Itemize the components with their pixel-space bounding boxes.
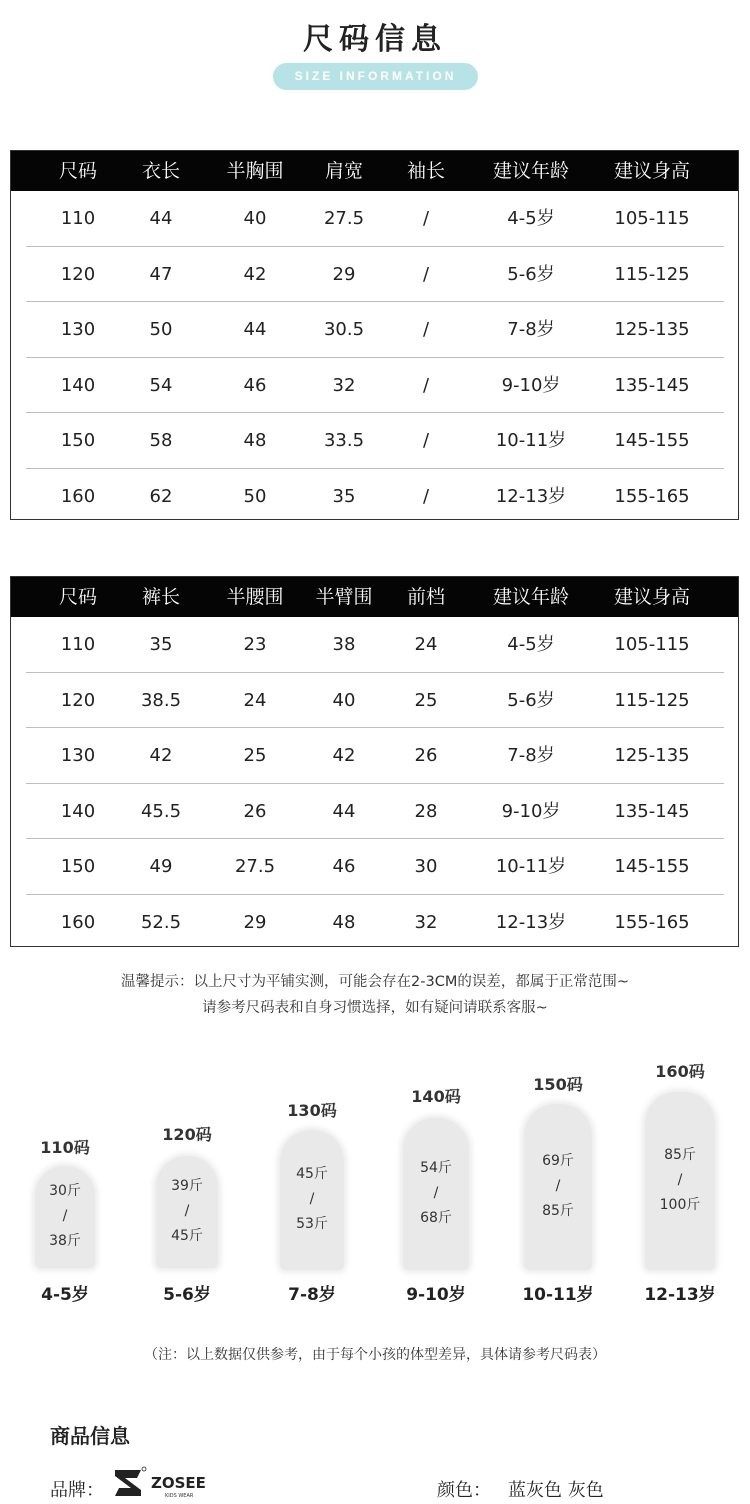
figure-age-label: 4-5岁 xyxy=(41,1285,89,1305)
top-table-cell: 125-135 xyxy=(614,319,690,341)
figure-weight-weight-min: 69斤 xyxy=(542,1153,574,1169)
bottom-table-row xyxy=(11,728,738,784)
figure-age-label: 7-8岁 xyxy=(288,1285,336,1305)
top-table-cell: 7-8岁 xyxy=(507,319,555,341)
bottom-table-cell: 42 xyxy=(149,745,173,767)
top-table-cell: 10-11岁 xyxy=(495,430,567,452)
top-table-cell: 32 xyxy=(332,374,356,396)
product-info-title: 商品信息 xyxy=(50,1424,130,1448)
bottom-table-header-row xyxy=(11,577,738,617)
bottom-table-cell: 145-155 xyxy=(614,856,690,878)
top-table-cell: 62 xyxy=(149,485,173,507)
bottom-table-header-cell: 半臂围 xyxy=(315,586,373,608)
figure-weight-sep: / xyxy=(555,1178,561,1194)
bottom-table-cell: 4-5岁 xyxy=(507,634,555,655)
figure-weight-weight-max: 68斤 xyxy=(420,1210,452,1226)
disclaimer-note: （注：以上数据仅供参考，由于每个小孩的体型差异，具体请参考尺码表） xyxy=(144,1347,606,1363)
bottom-table-cell: 115-125 xyxy=(614,689,690,711)
tip-line-2: 请参考尺码表和自身习惯选择，如有疑问请联系客服~ xyxy=(202,1000,548,1016)
top-table-cell: 46 xyxy=(243,374,267,396)
bottom-table-cell: 30 xyxy=(414,856,438,878)
top-table-cell: 35 xyxy=(332,485,356,507)
bottom-table-cell: 25 xyxy=(414,689,438,711)
figure-weight-weight-min: 85斤 xyxy=(664,1147,696,1163)
top-table-cell: / xyxy=(422,208,430,229)
top-table-cell: 58 xyxy=(149,430,173,452)
color-label: 颜色： xyxy=(437,1480,491,1501)
bottom-table-cell: 150 xyxy=(60,856,96,878)
top-table-cell: / xyxy=(422,374,430,396)
brand-logo xyxy=(111,1466,211,1500)
top-table-cell: 44 xyxy=(243,319,267,341)
bottom-table-cell: 44 xyxy=(332,800,356,822)
brand-name: ZOSEE xyxy=(151,1474,206,1492)
bottom-table-cell: 160 xyxy=(60,911,96,933)
brand-label: 品牌： xyxy=(50,1480,104,1501)
bottom-table-cell: 25 xyxy=(243,745,267,767)
bottom-table-cell: 24 xyxy=(243,689,267,711)
top-table-cell: 160 xyxy=(60,485,96,507)
bottom-table-row xyxy=(11,617,738,673)
subtitle-badge: SIZE INFORMATION xyxy=(273,63,478,90)
bottom-table-header-cell: 建议年龄 xyxy=(492,586,569,608)
top-table-cell: 9-10岁 xyxy=(501,374,561,396)
top-table-cell: / xyxy=(422,430,430,452)
top-table-cell: 12-13岁 xyxy=(495,485,567,507)
top-table-cell: 115-125 xyxy=(614,263,690,285)
figure-weight-sep: / xyxy=(309,1191,315,1207)
bottom-table-cell: 49 xyxy=(149,856,173,878)
bottom-table-cell: 38.5 xyxy=(140,689,182,711)
bottom-table-cell: 52.5 xyxy=(140,911,182,933)
figure-size-label: 150码 xyxy=(533,1075,583,1094)
color-value: 蓝灰色 灰色 xyxy=(508,1480,604,1501)
figure-size-label: 140码 xyxy=(411,1087,461,1106)
figure-weight-weight-max: 45斤 xyxy=(171,1228,203,1244)
figure-age-label: 5-6岁 xyxy=(163,1285,211,1305)
bottom-table-header-cell: 裤长 xyxy=(141,586,180,608)
bottom-table-row xyxy=(11,895,738,951)
bottom-table-cell: 28 xyxy=(414,800,438,822)
bottom-table-header-cell: 前档 xyxy=(406,586,445,608)
figure-age-label: 12-13岁 xyxy=(644,1285,716,1305)
top-table-cell: 155-165 xyxy=(614,485,690,507)
top-table-cell: 105-115 xyxy=(614,208,690,229)
figure-weight-sep: / xyxy=(677,1172,683,1188)
top-table-cell: 140 xyxy=(60,374,96,396)
bottom-table-cell: 140 xyxy=(60,800,96,822)
top-table-cell: 5-6岁 xyxy=(507,263,555,285)
zosee-logo-icon xyxy=(111,1466,211,1500)
top-table-header-row xyxy=(11,151,738,191)
top-table-cell: / xyxy=(422,319,430,341)
top-table-header-cell: 半胸围 xyxy=(226,160,284,182)
top-table-row xyxy=(11,469,738,525)
bottom-table-cell: 27.5 xyxy=(234,856,276,878)
top-table-cell: 27.5 xyxy=(323,208,365,229)
figure-weight-weight-max: 38斤 xyxy=(49,1233,81,1249)
top-table-cell: 33.5 xyxy=(323,430,365,452)
figure-weight-sep: / xyxy=(433,1185,439,1201)
bottom-table-cell: 110 xyxy=(60,634,96,655)
top-table-cell: / xyxy=(422,263,430,285)
bottom-table-cell: 12-13岁 xyxy=(495,911,567,933)
bottom-table-cell: 7-8岁 xyxy=(507,745,555,767)
bottom-table-cell: 38 xyxy=(332,634,356,655)
top-table-header-cell: 肩宽 xyxy=(324,160,363,182)
bottom-table-cell: 26 xyxy=(243,800,267,822)
top-table-cell: / xyxy=(422,485,430,507)
top-table-header-cell: 尺码 xyxy=(58,160,97,182)
bottom-table-cell: 29 xyxy=(243,911,267,933)
bottom-table-cell: 105-115 xyxy=(614,634,690,655)
top-table-cell: 50 xyxy=(243,485,267,507)
bottom-table-header-cell: 半腰围 xyxy=(226,586,284,608)
bottom-table-cell: 26 xyxy=(414,745,438,767)
bottom-table-cell: 46 xyxy=(332,856,356,878)
top-table-cell: 145-155 xyxy=(614,430,690,452)
top-table-row xyxy=(11,302,738,358)
top-table-cell: 120 xyxy=(60,263,96,285)
top-table-cell: 50 xyxy=(149,319,173,341)
top-size-table xyxy=(10,150,739,520)
top-table-header-cell: 建议身高 xyxy=(613,160,690,182)
bottom-table-cell: 45.5 xyxy=(140,800,182,822)
top-table-cell: 29 xyxy=(332,263,356,285)
figure-size-label: 160码 xyxy=(655,1062,705,1081)
top-table-cell: 54 xyxy=(149,374,173,396)
top-table-cell: 44 xyxy=(149,208,173,229)
figure-weight-weight-max: 85斤 xyxy=(542,1203,574,1219)
figure-age-label: 9-10岁 xyxy=(406,1285,466,1305)
top-table-header-cell: 袖长 xyxy=(406,160,445,182)
top-table-header-cell: 建议年龄 xyxy=(492,160,569,182)
figure-age-label: 10-11岁 xyxy=(522,1285,594,1305)
bottom-table-row xyxy=(11,673,738,729)
top-table-cell: 150 xyxy=(60,430,96,452)
bottom-table-cell: 130 xyxy=(60,745,96,767)
bottom-table-cell: 125-135 xyxy=(614,745,690,767)
top-table-row xyxy=(11,358,738,414)
figure-weight-sep: / xyxy=(184,1203,190,1219)
top-table-cell: 47 xyxy=(149,263,173,285)
top-table-row xyxy=(11,191,738,247)
top-table-cell: 30.5 xyxy=(323,319,365,341)
bottom-table-cell: 23 xyxy=(243,634,267,655)
bottom-table-cell: 135-145 xyxy=(614,800,690,822)
top-table-row xyxy=(11,247,738,303)
top-table-cell: 42 xyxy=(243,263,267,285)
page-title: 尺码信息 xyxy=(303,22,447,57)
bottom-table-header-cell: 建议身高 xyxy=(613,586,690,608)
top-table-cell: 135-145 xyxy=(614,374,690,396)
bottom-table-cell: 155-165 xyxy=(614,911,690,933)
top-table-cell: 4-5岁 xyxy=(507,208,555,229)
bottom-table-cell: 40 xyxy=(332,689,356,711)
top-table-cell: 110 xyxy=(60,208,96,229)
figure-weight-sep: / xyxy=(62,1208,68,1224)
figure-size-label: 120码 xyxy=(162,1125,212,1144)
top-table-row xyxy=(11,413,738,469)
bottom-table-cell: 48 xyxy=(332,911,356,933)
top-table-cell: 48 xyxy=(243,430,267,452)
figure-weight-weight-min: 39斤 xyxy=(171,1178,203,1194)
bottom-table-cell: 120 xyxy=(60,689,96,711)
bottom-table-cell: 5-6岁 xyxy=(507,689,555,711)
bottom-table-cell: 35 xyxy=(149,634,173,655)
figure-size-label: 110码 xyxy=(40,1138,90,1157)
figure-weight-weight-max: 100斤 xyxy=(659,1197,701,1213)
bottom-table-row xyxy=(11,839,738,895)
bottom-table-cell: 24 xyxy=(414,634,438,655)
figure-weight-weight-min: 45斤 xyxy=(296,1166,328,1182)
top-table-cell: 40 xyxy=(243,208,267,229)
bottom-table-header-cell: 尺码 xyxy=(58,586,97,608)
bottom-table-row xyxy=(11,784,738,840)
figure-size-label: 130码 xyxy=(287,1101,337,1120)
bottom-table-cell: 32 xyxy=(414,911,438,933)
bottom-table-cell: 42 xyxy=(332,745,356,767)
top-table-cell: 130 xyxy=(60,319,96,341)
tip-line-1: 温馨提示：以上尺寸为平铺实测，可能会存在2-3CM的误差，都属于正常范围~ xyxy=(121,974,629,990)
figure-weight-weight-min: 54斤 xyxy=(420,1160,452,1176)
figure-weight-weight-min: 30斤 xyxy=(49,1183,81,1199)
bottom-table-cell: 10-11岁 xyxy=(495,856,567,878)
bottom-table-cell: 9-10岁 xyxy=(501,800,561,822)
brand-tagline: KIDS WEAR xyxy=(165,1493,194,1499)
bottom-size-table xyxy=(10,576,739,947)
top-table-header-cell: 衣长 xyxy=(141,160,180,182)
figure-weight-weight-max: 53斤 xyxy=(296,1216,328,1232)
